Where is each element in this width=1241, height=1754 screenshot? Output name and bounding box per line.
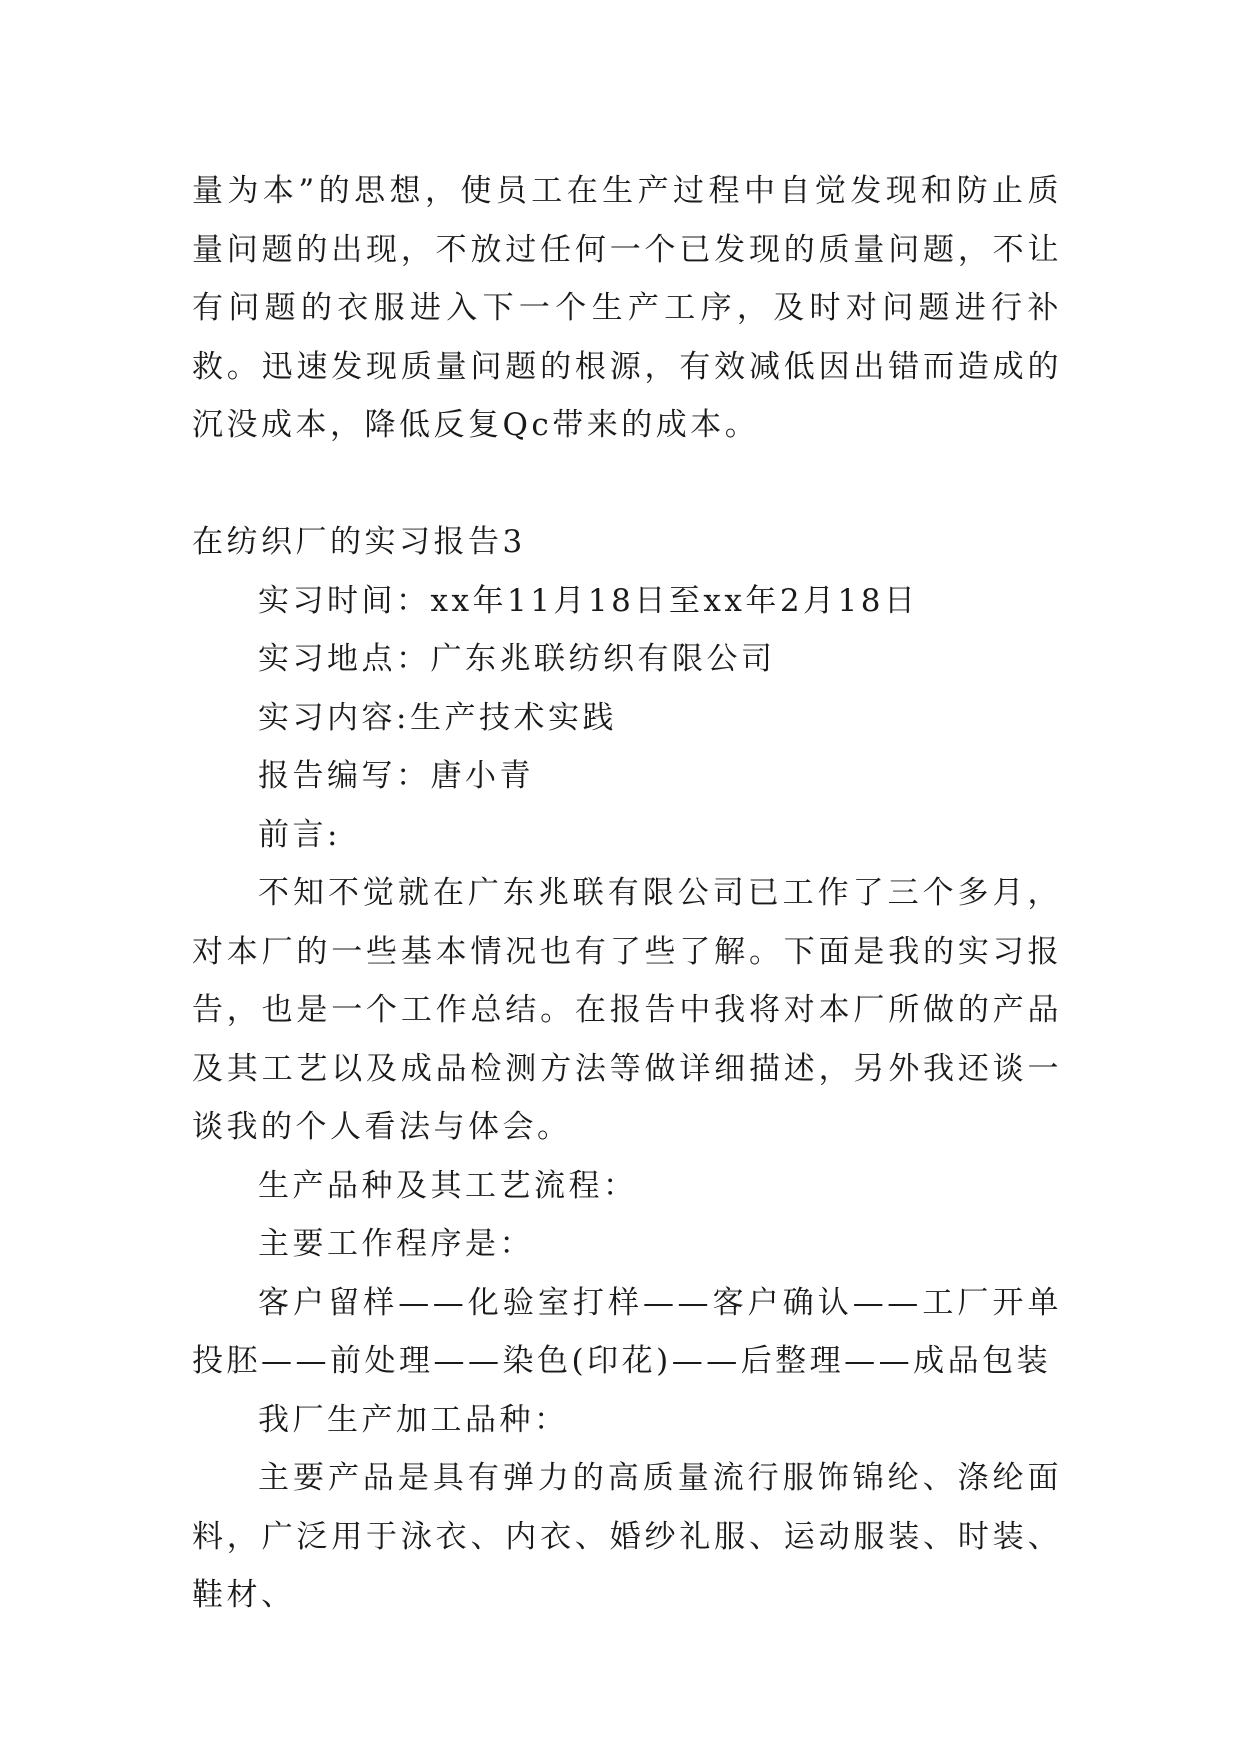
- document-body: [192, 162, 1062, 1625]
- process-heading: 生产品种及其工艺流程：: [258, 1167, 638, 1204]
- internship-content: 实习内容:生产技术实践: [258, 699, 617, 736]
- internship-place: 实习地点：广东兆联纺织有限公司: [258, 641, 776, 677]
- procedure-paragraph: 客户留样——化验室打样——客户确认——工厂开单投胚——前处理——染色(印花)——后整理——成品包装: [192, 1284, 1062, 1379]
- paragraph-gap: [192, 455, 1062, 514]
- procedure-heading: 主要工作程序是：: [258, 1226, 534, 1262]
- report-author: 报告编写：唐小青: [258, 758, 534, 794]
- preface-paragraph: 不知不觉就在广东兆联有限公司已工作了三个多月，对本厂的一些基本情况也有了些了解。下面是我的实习报告，也是一个工作总结。在报告中我将对本厂所做的产品及其工艺以及成品检测方法等做详细描述，另外我还谈一谈我的个人看法与体会。: [192, 875, 1062, 1145]
- internship-time: 实习时间：xx年11月18日至xx年2月18日: [258, 582, 919, 619]
- products-heading: 我厂生产加工品种：: [258, 1401, 569, 1438]
- intro-paragraph: 量为本”的思想，使员工在生产过程中自觉发现和防止质量问题的出现，不放过任何一个已发现的质量问题，不让有问题的衣服进入下一个生产工序，及时对问题进行补救。迅速发现质量问题的根源，有效减低因出错而造成的沉没成本，降低反复Qc带来的成本。: [192, 173, 1062, 443]
- section-title: 在纺织厂的实习报告3: [192, 524, 526, 560]
- products-paragraph: 主要产品是具有弹力的高质量流行服饰锦纶、涤纶面料，广泛用于泳衣、内衣、婚纱礼服、运动服装、时装、鞋材、: [192, 1460, 1062, 1613]
- preface-label: 前言:: [258, 816, 341, 853]
